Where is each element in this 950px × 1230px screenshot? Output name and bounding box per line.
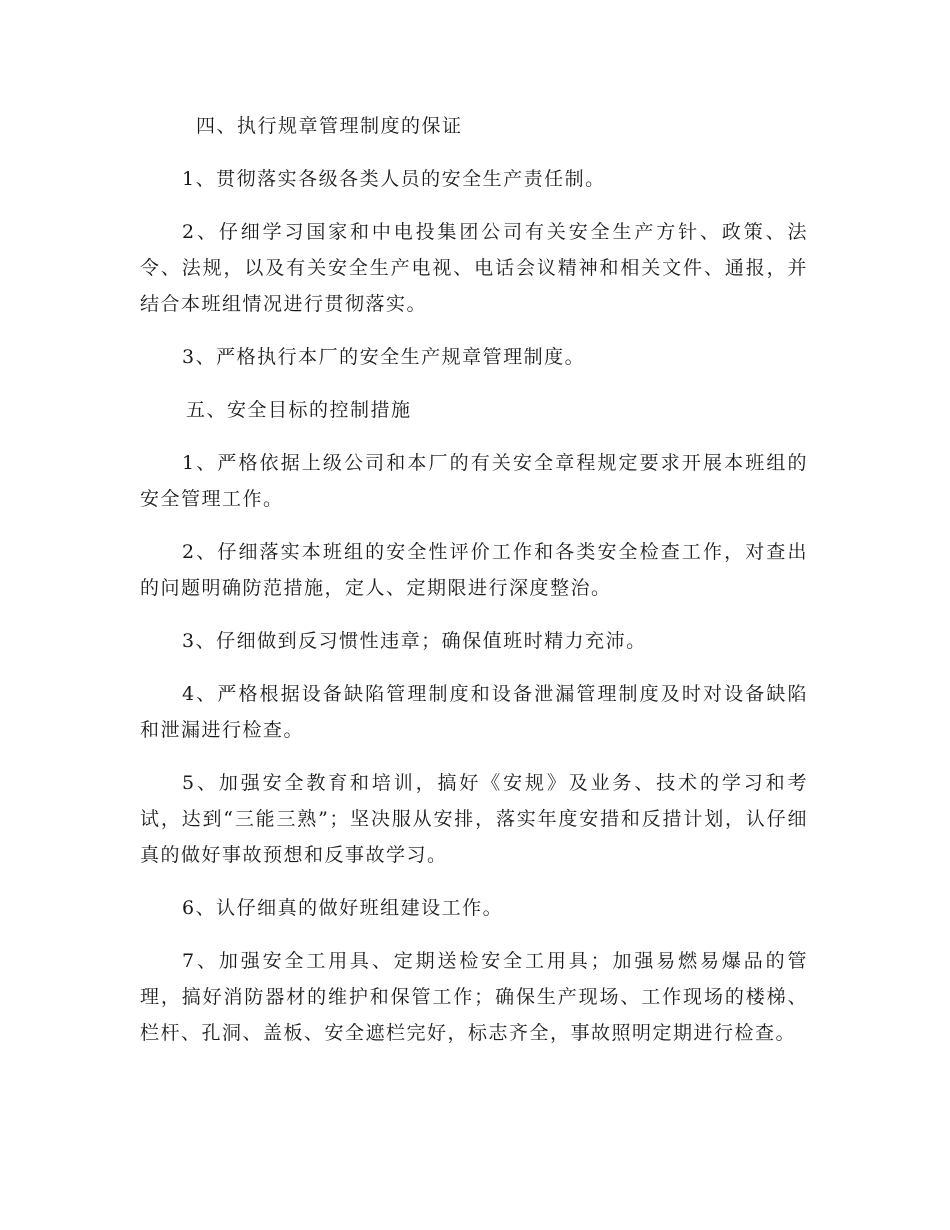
document-body: [140, 108, 808, 1051]
paragraph-5-6: 6、认仔细真的做好班组建设工作。: [182, 897, 504, 919]
section-heading-5: 五、安全目标的控制措施: [186, 399, 412, 421]
paragraph-4-3: 3、严格执行本厂的安全生产规章管理制度。: [182, 346, 586, 368]
section-heading-4: 四、执行规章管理制度的保证: [196, 115, 463, 137]
paragraph-5-5: 5、加强安全教育和培训，搞好《安规》及业务、技术的学习和考试，达到“三能三熟”；坚决服从安排，落实年度安措和反措计划，认仔细真的做好事故预想和反事故学习。: [140, 772, 808, 866]
paragraph-5-3: 3、仔细做到反习惯性违章；确保值班时精力充沛。: [182, 630, 647, 652]
paragraph-5-4: 4、严格根据设备缺陷管理制度和设备泄漏管理制度及时对设备缺陷和泄漏进行检查。: [140, 683, 808, 741]
paragraph-4-2: 2、仔细学习国家和中电投集团公司有关安全生产方针、政策、法令、法规，以及有关安全生产电视、电话会议精神和相关文件、通报，并结合本班组情况进行贯彻落实。: [140, 221, 808, 315]
paragraph-5-2: 2、仔细落实本班组的安全性评价工作和各类安全检查工作，对查出的问题明确防范措施，定人、定期限进行深度整治。: [140, 541, 808, 599]
paragraph-5-7: 7、加强安全工用具、定期送检安全工用具；加强易燃易爆品的管理，搞好消防器材的维护和保管工作；确保生产现场、工作现场的楼梯、栏杆、孔洞、盖板、安全遮栏完好，标志齐全，事故照明定期进行检查。: [140, 950, 808, 1044]
paragraph-5-1: 1、严格依据上级公司和本厂的有关安全章程规定要求开展本班组的安全管理工作。: [140, 452, 808, 510]
paragraph-4-1: 1、贯彻落实各级各类人员的安全生产责任制。: [182, 168, 606, 190]
